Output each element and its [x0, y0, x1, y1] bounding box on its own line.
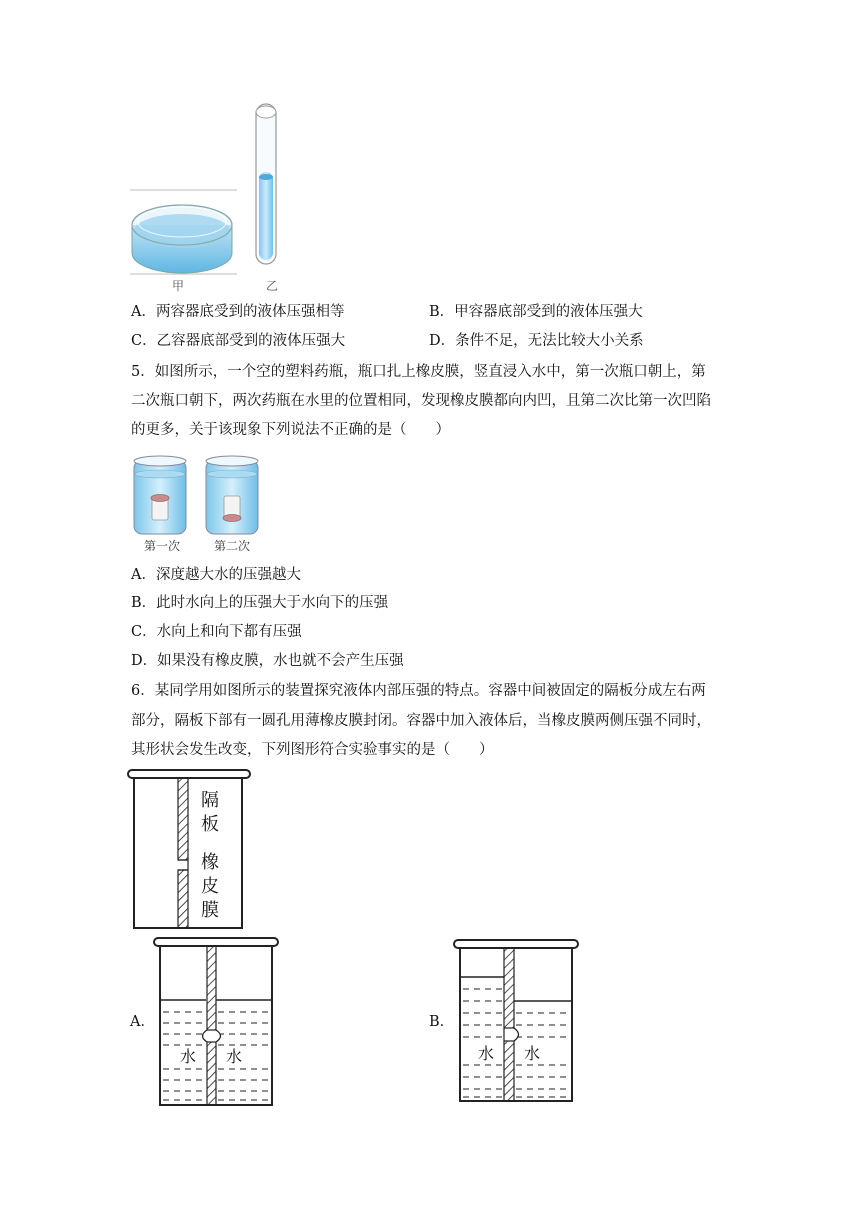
q6-option-a-figure[interactable]	[150, 933, 282, 1109]
dish-container	[132, 205, 232, 273]
label-pi: 皮	[201, 876, 219, 897]
water-left-a: 水	[179, 1047, 197, 1066]
beaker-second	[206, 456, 258, 534]
water-left-b: 水	[477, 1044, 495, 1063]
q6-option-b-figure[interactable]	[452, 935, 580, 1105]
label-ge: 隔	[201, 790, 219, 811]
q6-stem-line-1: 6．某同学用如图所示的装置探究液体内部压强的特点。容器中间被固定的隔板分成左右两	[131, 683, 706, 699]
q6-stem-line-3: 其形状会发生改变，下列图形符合实验事实的是（ ）	[131, 742, 494, 758]
label-jia: 甲	[171, 279, 185, 293]
q4-option-d[interactable]: D．条件不足，无法比较大小关系	[429, 333, 644, 349]
label-second: 第二次	[213, 539, 251, 553]
q4-option-a[interactable]: A．两容器底受到的液体压强相等	[131, 304, 345, 320]
label-ban: 板	[201, 814, 219, 835]
label-yi: 乙	[265, 279, 279, 293]
q5-option-b[interactable]: B．此时水向上的压强大于水向下的压强	[131, 595, 389, 611]
label-mo: 膜	[201, 900, 219, 921]
q6-device-figure	[126, 766, 256, 934]
water-right-a: 水	[225, 1047, 243, 1066]
q4-option-c[interactable]: C．乙容器底部受到的液体压强大	[131, 333, 346, 349]
test-tube	[256, 104, 276, 264]
label-xiang: 橡	[201, 852, 219, 873]
q5-stem-line-3: 的更多，关于该现象下列说法不正确的是（ ）	[131, 422, 450, 438]
q5-option-d[interactable]: D．如果没有橡皮膜，水也就不会产生压强	[131, 653, 404, 669]
q5-stem-line-1: 5．如图所示，一个空的塑料药瓶，瓶口扎上橡皮膜，竖直浸入水中，第一次瓶口朝上，第	[131, 364, 706, 380]
q6-stem-line-2: 部分，隔板下部有一圆孔用薄橡皮膜封闭。容器中加入液体后，当橡皮膜两侧压强不同时，	[131, 713, 711, 729]
q6-option-a-letter[interactable]: A．	[130, 1014, 155, 1030]
q5-option-a[interactable]: A．深度越大水的压强越大	[131, 567, 301, 583]
q4-option-b[interactable]: B．甲容器底部受到的液体压强大	[429, 304, 643, 320]
q6-option-b-letter[interactable]: B．	[429, 1014, 455, 1030]
q5-option-c[interactable]: C．水向上和向下都有压强	[131, 624, 302, 640]
beaker-first	[134, 456, 186, 534]
water-right-b: 水	[523, 1044, 541, 1063]
label-first: 第一次	[143, 539, 181, 553]
q5-figure	[128, 452, 268, 556]
q5-stem-line-2: 二次瓶口朝下，两次药瓶在水里的位置相同，发现橡皮膜都向内凹，且第二次比第一次凹陷	[131, 393, 711, 409]
q4-figure	[120, 98, 300, 296]
